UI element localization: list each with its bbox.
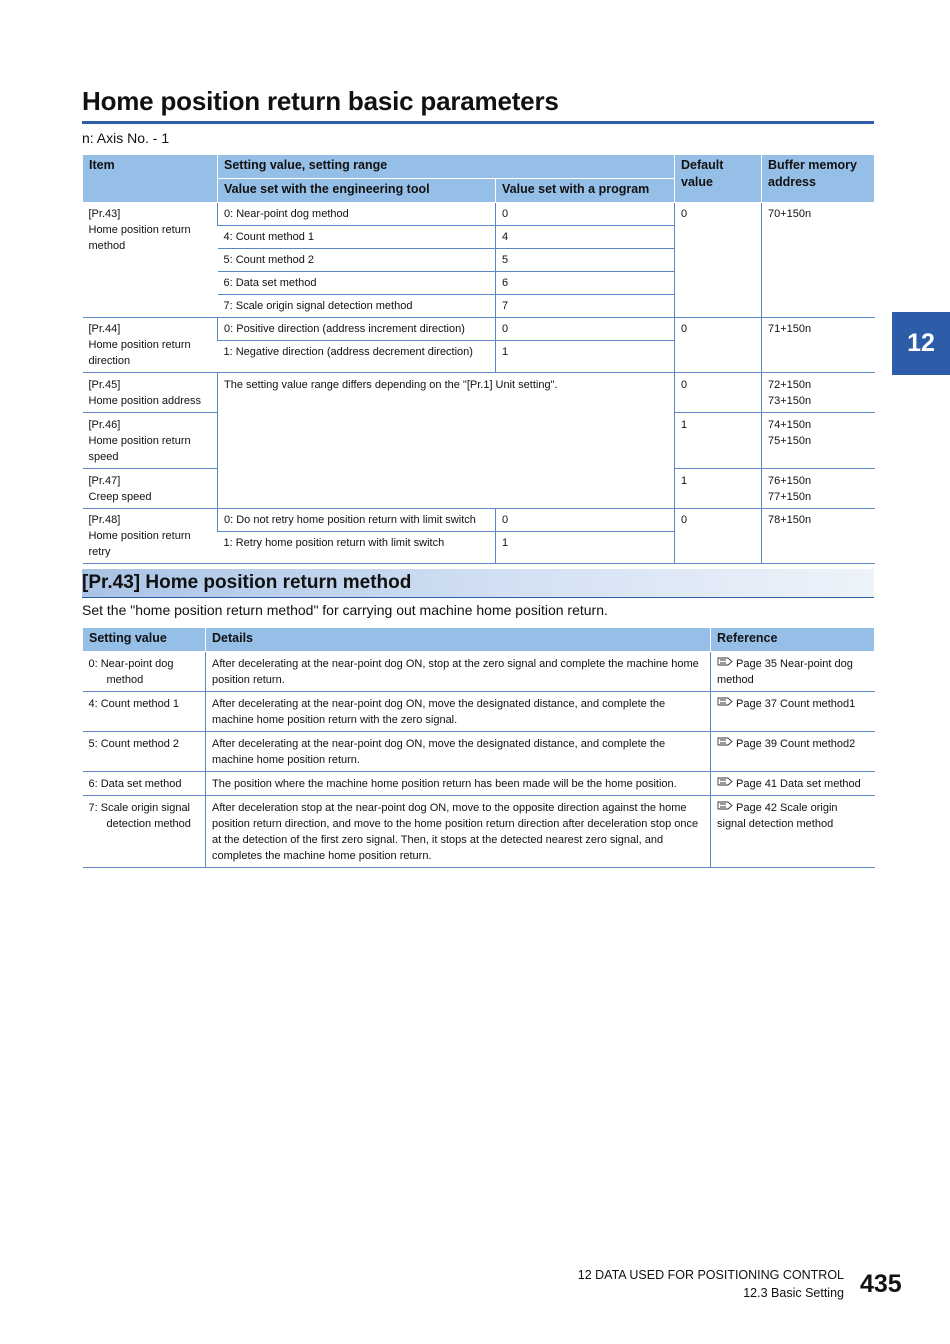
reference-cell [711, 772, 875, 796]
setting-value: 6: Data set method [83, 772, 206, 796]
setting-value: 7: Scale origin signal detection method [83, 796, 206, 868]
tool-value: 6: Data set method [218, 272, 496, 295]
param-name: Home position return direction [88, 339, 191, 367]
default-value: 1 [675, 413, 762, 469]
program-value: 7 [496, 295, 675, 318]
table-row [83, 509, 875, 532]
param-name: Home position return retry [88, 530, 191, 558]
setting-value: 5: Count method 2 [83, 732, 206, 772]
reference-link[interactable]: Page 41 Data set method [736, 778, 861, 790]
buffer-address: 71+150n [762, 318, 875, 373]
default-value: 0 [675, 509, 762, 564]
table-row [83, 652, 875, 692]
details: The position where the machine home position return has been made will be the home position. [206, 772, 711, 796]
param-code: [Pr.44] [88, 323, 121, 335]
param-code: [Pr.47] [88, 475, 121, 487]
header-setting-value: Setting value [83, 628, 206, 652]
tool-value: 1: Retry home position return with limit switch [218, 532, 496, 564]
table-row [83, 692, 875, 732]
chapter-tab[interactable]: 12 [892, 312, 950, 375]
footer-section: 12.3 Basic Setting [743, 1286, 844, 1300]
header-engineering-tool: Value set with the engineering tool [218, 179, 496, 203]
default-value: 0 [675, 373, 762, 413]
reference-cell [711, 796, 875, 868]
item-pr47 [83, 469, 218, 509]
table-row [83, 203, 875, 226]
setting-value: 4: Count method 1 [83, 692, 206, 732]
footer-chapter: 12 DATA USED FOR POSITIONING CONTROL [577, 1268, 844, 1282]
tool-value: 0: Near-point dog method [218, 203, 496, 226]
param-name: Home position address [88, 395, 202, 407]
program-value: 4 [496, 226, 675, 249]
page-reference-icon [717, 697, 733, 706]
page-reference-icon [717, 801, 733, 810]
reference-link[interactable]: Page 37 Count method1 [736, 698, 856, 710]
table-row [83, 318, 875, 341]
tool-value: 0: Positive direction (address increment direction) [218, 318, 496, 341]
setting-value: 0: Near-point dog method [83, 652, 206, 692]
reference-link[interactable]: Page 35 Near-point dog method [717, 658, 853, 686]
title-rule [82, 121, 874, 124]
page-number: 435 [860, 1270, 902, 1298]
program-value: 0 [496, 509, 675, 532]
header-setting-range: Setting value, setting range [218, 155, 675, 179]
buffer-address: 72+150n 73+150n [762, 373, 875, 413]
tool-value: 1: Negative direction (address decrement direction) [218, 341, 496, 373]
tool-value: 0: Do not retry home position return with limit switch [218, 509, 496, 532]
default-value: 1 [675, 469, 762, 509]
program-value: 6 [496, 272, 675, 295]
section-heading [82, 569, 874, 598]
details: After decelerating at the near-point dog ON, move the designated distance, and complete the machine home position return. [206, 732, 711, 772]
param-name: Home position return method [88, 224, 191, 252]
tool-value: 7: Scale origin signal detection method [218, 295, 496, 318]
program-value: 1 [496, 532, 675, 564]
basic-parameters-table [82, 154, 875, 564]
header-buffer-memory: Buffer memory address [762, 155, 875, 203]
details: After deceleration stop at the near-point dog ON, move to the opposite direction against the home position return direction, and move to the home position return direction after deceleration stop once at the detection of the first zero signal. Then, it stops at the detected nearest zero signal, and completes the machine home position return. [206, 796, 711, 868]
item-pr43 [83, 203, 218, 318]
param-code: [Pr.48] [88, 514, 121, 526]
page-reference-icon [717, 777, 733, 786]
buffer-address: 76+150n 77+150n [762, 469, 875, 509]
header-details: Details [206, 628, 711, 652]
reference-cell [711, 692, 875, 732]
program-value: 0 [496, 203, 675, 226]
program-value: 5 [496, 249, 675, 272]
range-note: The setting value range differs depending on the "[Pr.1] Unit setting". [218, 373, 675, 509]
header-program: Value set with a program [496, 179, 675, 203]
details: After decelerating at the near-point dog ON, move the designated distance, and complete the machine home position return with the zero signal. [206, 692, 711, 732]
header-reference: Reference [711, 628, 875, 652]
return-method-table [82, 627, 875, 868]
param-code: [Pr.45] [88, 379, 121, 391]
details: After decelerating at the near-point dog ON, stop at the zero signal and complete the machine home position return. [206, 652, 711, 692]
header-default-value: Default value [675, 155, 762, 203]
item-pr44 [83, 318, 218, 373]
reference-cell [711, 652, 875, 692]
reference-cell [711, 732, 875, 772]
buffer-address: 78+150n [762, 509, 875, 564]
tool-value: 4: Count method 1 [218, 226, 496, 249]
param-name: Creep speed [88, 491, 152, 503]
item-pr46 [83, 413, 218, 469]
param-code: [Pr.46] [88, 419, 121, 431]
reference-link[interactable]: Page 42 Scale origin signal detection method [717, 802, 838, 830]
table-row [83, 796, 875, 868]
default-value: 0 [675, 203, 762, 318]
program-value: 1 [496, 341, 675, 373]
program-value: 0 [496, 318, 675, 341]
table-row [83, 732, 875, 772]
section-description: Set the "home position return method" for carrying out machine home position return. [82, 602, 608, 618]
page-reference-icon [717, 737, 733, 746]
header-item: Item [83, 155, 218, 203]
param-code: [Pr.43] [88, 208, 121, 220]
page-title: Home position return basic parameters [82, 86, 559, 116]
tool-value: 5: Count method 2 [218, 249, 496, 272]
item-pr45 [83, 373, 218, 413]
item-pr48 [83, 509, 218, 564]
buffer-address: 70+150n [762, 203, 875, 318]
axis-note: n: Axis No. - 1 [82, 130, 170, 146]
table-row [83, 373, 875, 413]
buffer-address: 74+150n 75+150n [762, 413, 875, 469]
table-row [83, 772, 875, 796]
default-value: 0 [675, 318, 762, 373]
page-reference-icon [717, 657, 733, 666]
reference-link[interactable]: Page 39 Count method2 [736, 738, 856, 750]
section-title: [Pr.43] Home position return method [82, 572, 412, 593]
param-name: Home position return speed [88, 435, 191, 463]
